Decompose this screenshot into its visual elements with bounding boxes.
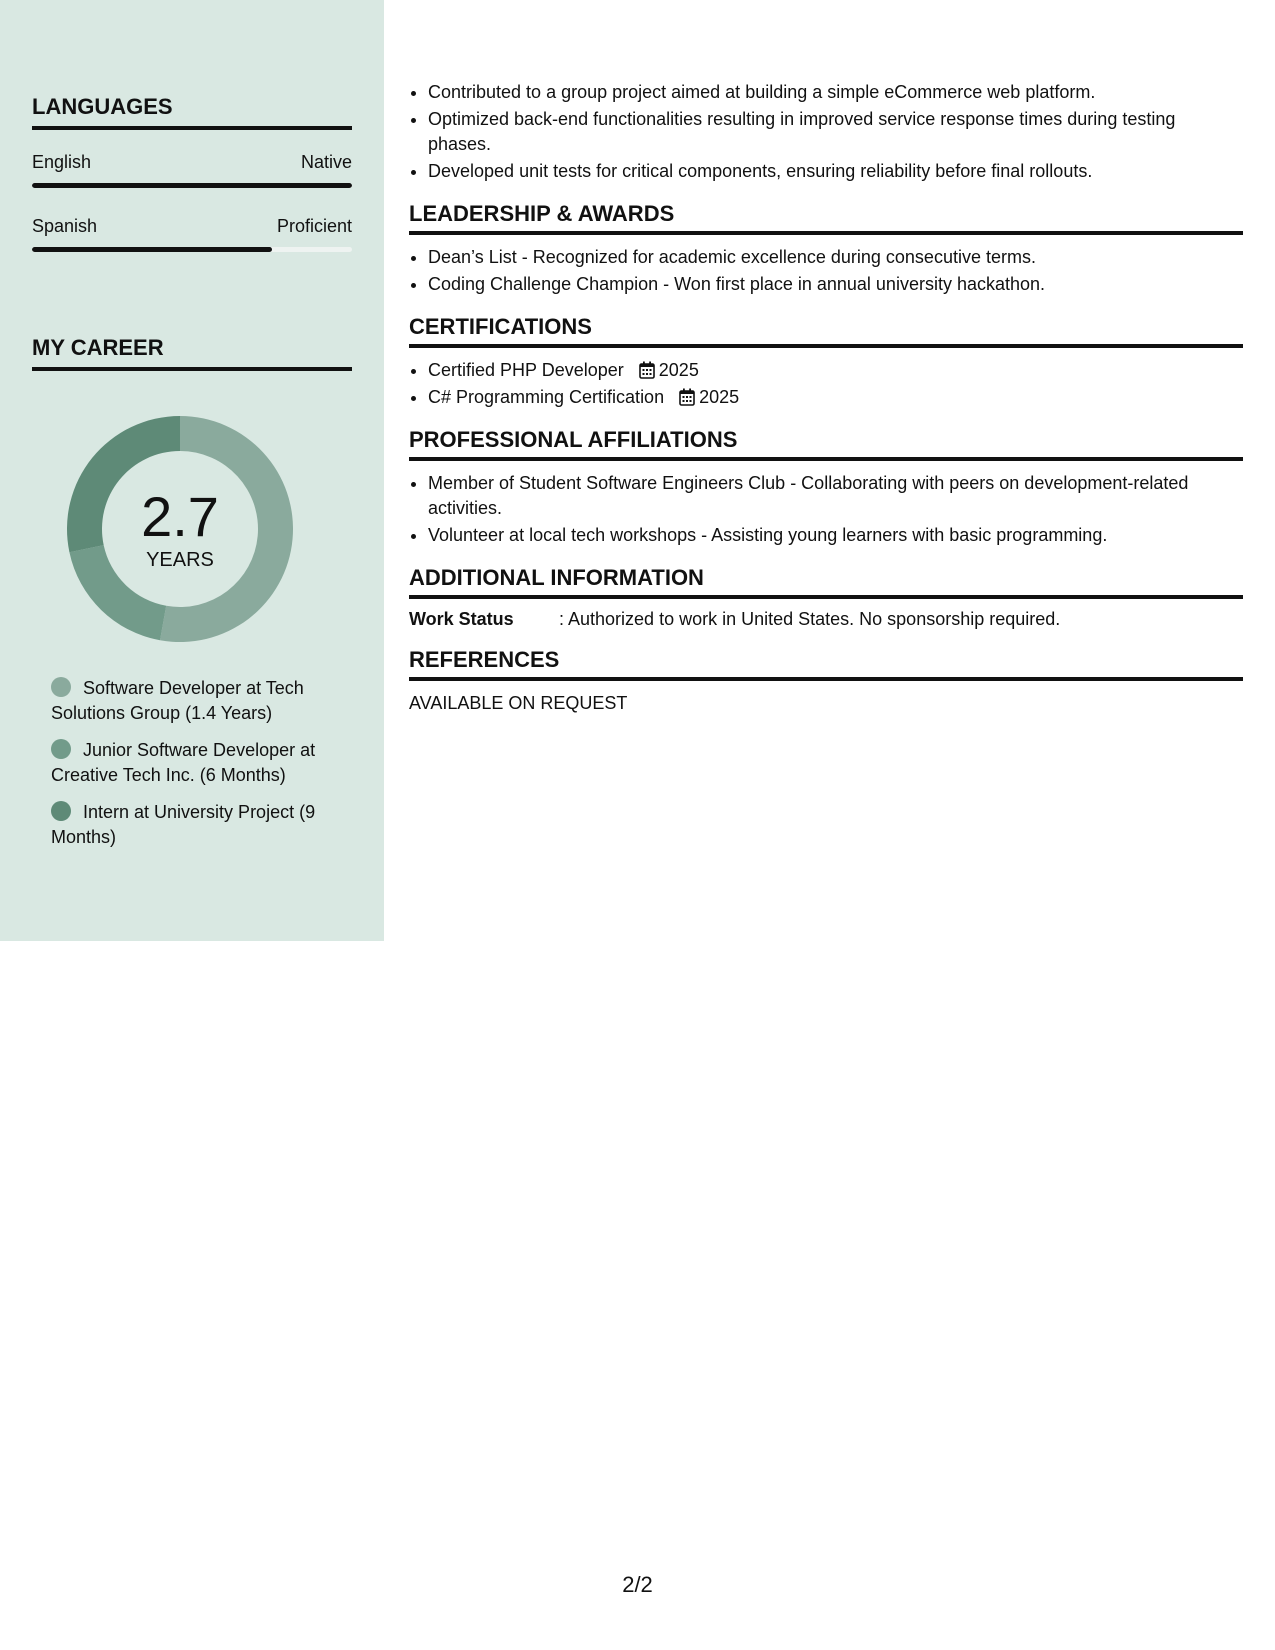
references-heading: REFERENCES [409, 647, 1243, 681]
career-legend [51, 676, 341, 862]
leadership-list [409, 245, 1243, 297]
page-number: 2/2 [622, 1572, 653, 1597]
career-total-value: 2.7 [141, 485, 219, 548]
career-section [32, 335, 352, 371]
language-item [32, 152, 352, 188]
additional-info-heading: ADDITIONAL INFORMATION [409, 565, 1243, 599]
legend-dot-icon [51, 801, 71, 821]
career-item-label: Junior Software Developer at Creative Tech Inc. (6 Months) [51, 740, 316, 785]
career-total-unit: YEARS [146, 549, 214, 571]
certification-year: 2025 [699, 387, 740, 407]
career-donut-chart [66, 415, 294, 643]
language-level: Native [300, 152, 352, 172]
language-name: Spanish [32, 216, 98, 236]
legend-dot-icon [51, 739, 71, 759]
certifications-list [409, 358, 1243, 410]
affiliations-list [409, 471, 1243, 548]
list-item: • Coding Challenge Champion - Won first place in annual university hackathon. [428, 272, 1243, 297]
career-item [51, 800, 341, 850]
language-proficiency-bar [32, 183, 352, 188]
career-item [51, 676, 341, 726]
career-item [51, 738, 341, 788]
language-level: Proficient [276, 216, 352, 236]
work-status-value: : Authorized to work in United States. No sponsorship required. [559, 609, 1061, 629]
languages-heading: LANGUAGES [32, 94, 352, 130]
language-proficiency-fill [32, 247, 272, 252]
certifications-heading: CERTIFICATIONS [409, 314, 1243, 348]
languages-section [32, 94, 352, 252]
experience-bullets [409, 80, 1243, 184]
references-text: AVAILABLE ON REQUEST [409, 693, 628, 713]
list-item: • Dean’s List - Recognized for academic excellence during consecutive terms. [428, 245, 1243, 270]
affiliations-heading: PROFESSIONAL AFFILIATIONS [409, 427, 1243, 461]
career-item-label: Intern at University Project (9 Months) [51, 802, 316, 847]
list-item: • Optimized back-end functionalities resulting in improved service response times during testing phases. [428, 107, 1243, 157]
calendar-icon [679, 388, 695, 406]
calendar-icon [639, 361, 655, 379]
certification-name: C# Programming Certification [428, 387, 665, 407]
language-item [32, 216, 352, 252]
language-name: English [32, 152, 92, 172]
legend-dot-icon [51, 677, 71, 697]
leadership-heading: LEADERSHIP & AWARDS [409, 201, 1243, 235]
career-item-label: Software Developer at Tech Solutions Group (1.4 Years) [51, 678, 304, 723]
career-heading: MY CAREER [32, 335, 352, 371]
main-content [409, 80, 1243, 714]
list-item: • Member of Student Software Engineers Club - Collaborating with peers on development-related activities. [428, 471, 1243, 521]
list-item: • Contributed to a group project aimed at building a simple eCommerce web platform. [428, 80, 1243, 105]
list-item: • Volunteer at local tech workshops - Assisting young learners with basic programming. [428, 523, 1243, 548]
work-status-row [409, 609, 1243, 630]
sidebar [0, 0, 384, 941]
certification-year: 2025 [658, 360, 699, 380]
list-item: • Developed unit tests for critical components, ensuring reliability before final rollouts. [428, 159, 1243, 184]
list-item [428, 358, 1243, 383]
work-status-label: Work Status [409, 609, 514, 629]
language-proficiency-bar [32, 247, 352, 252]
certification-name: Certified PHP Developer [428, 360, 624, 380]
list-item [428, 385, 1243, 410]
language-proficiency-fill [32, 183, 352, 188]
